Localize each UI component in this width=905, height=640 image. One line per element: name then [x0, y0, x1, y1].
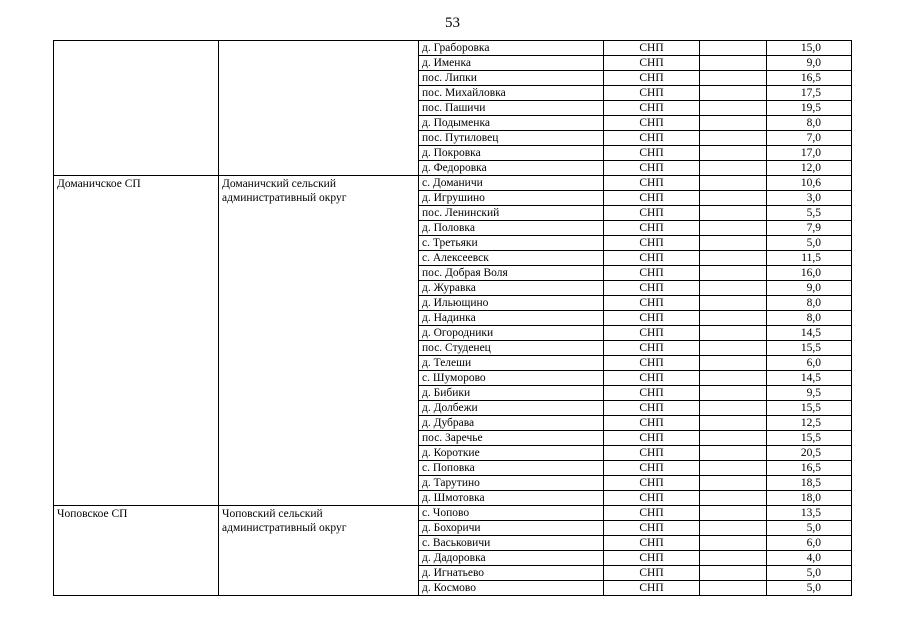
settlement-type-cell: СНП — [604, 191, 700, 206]
empty-cell — [700, 146, 767, 161]
rural-settlement-cell — [54, 41, 219, 176]
empty-cell — [700, 131, 767, 146]
settlement-name-cell: с. Алексеевск — [419, 251, 604, 266]
distance-cell: 18,0 — [767, 491, 852, 506]
rural-settlement-cell: Доманичское СП — [54, 176, 219, 506]
distance-cell: 13,5 — [767, 506, 852, 521]
settlement-type-cell: СНП — [604, 101, 700, 116]
empty-cell — [700, 506, 767, 521]
settlement-type-cell: СНП — [604, 401, 700, 416]
settlement-name-cell: пос. Пашичи — [419, 101, 604, 116]
empty-cell — [700, 206, 767, 221]
settlement-type-cell: СНП — [604, 386, 700, 401]
distance-cell: 15,5 — [767, 401, 852, 416]
settlement-type-cell: СНП — [604, 251, 700, 266]
empty-cell — [700, 416, 767, 431]
distance-cell: 8,0 — [767, 116, 852, 131]
empty-cell — [700, 281, 767, 296]
settlement-type-cell: СНП — [604, 116, 700, 131]
settlement-type-cell: СНП — [604, 176, 700, 191]
settlement-name-cell: д. Подыменка — [419, 116, 604, 131]
settlement-name-cell: пос. Путиловец — [419, 131, 604, 146]
distance-cell: 12,0 — [767, 161, 852, 176]
empty-cell — [700, 86, 767, 101]
distance-cell: 9,0 — [767, 281, 852, 296]
distance-cell: 4,0 — [767, 551, 852, 566]
empty-cell — [700, 296, 767, 311]
distance-cell: 6,0 — [767, 356, 852, 371]
empty-cell — [700, 476, 767, 491]
settlement-name-cell: с. Чопово — [419, 506, 604, 521]
empty-cell — [700, 56, 767, 71]
settlement-name-cell: с. Поповка — [419, 461, 604, 476]
empty-cell — [700, 461, 767, 476]
empty-cell — [700, 371, 767, 386]
settlement-name-cell: д. Бохоричи — [419, 521, 604, 536]
empty-cell — [700, 71, 767, 86]
settlement-name-cell: пос. Михайловка — [419, 86, 604, 101]
distance-cell: 7,9 — [767, 221, 852, 236]
settlement-type-cell: СНП — [604, 41, 700, 56]
settlement-name-cell: д. Огородники — [419, 326, 604, 341]
settlement-name-cell: д. Космово — [419, 581, 604, 596]
settlement-type-cell: СНП — [604, 476, 700, 491]
settlement-type-cell: СНП — [604, 446, 700, 461]
settlement-name-cell: д. Телеши — [419, 356, 604, 371]
empty-cell — [700, 386, 767, 401]
empty-cell — [700, 311, 767, 326]
distance-cell: 15,0 — [767, 41, 852, 56]
distance-cell: 14,5 — [767, 326, 852, 341]
empty-cell — [700, 161, 767, 176]
empty-cell — [700, 116, 767, 131]
settlement-type-cell: СНП — [604, 161, 700, 176]
settlement-name-cell: д. Надинка — [419, 311, 604, 326]
settlement-type-cell: СНП — [604, 206, 700, 221]
settlement-name-cell: пос. Липки — [419, 71, 604, 86]
distance-cell: 5,0 — [767, 521, 852, 536]
table-row — [54, 176, 852, 191]
settlement-type-cell: СНП — [604, 326, 700, 341]
settlement-name-cell: д. Именка — [419, 56, 604, 71]
empty-cell — [700, 221, 767, 236]
empty-cell — [700, 326, 767, 341]
distance-cell: 3,0 — [767, 191, 852, 206]
settlement-name-cell: д. Долбежи — [419, 401, 604, 416]
distance-cell: 9,5 — [767, 386, 852, 401]
admin-district-cell: Доманичский сельский административный округ — [219, 176, 419, 506]
settlement-name-cell: д. Федоровка — [419, 161, 604, 176]
distance-cell: 6,0 — [767, 536, 852, 551]
settlement-type-cell: СНП — [604, 266, 700, 281]
settlement-type-cell: СНП — [604, 371, 700, 386]
empty-cell — [700, 266, 767, 281]
table-body — [54, 41, 852, 596]
settlement-name-cell: д. Тарутино — [419, 476, 604, 491]
distance-cell: 5,0 — [767, 581, 852, 596]
distance-cell: 17,5 — [767, 86, 852, 101]
settlement-type-cell: СНП — [604, 521, 700, 536]
distance-cell: 17,0 — [767, 146, 852, 161]
rural-settlement-cell: Чоповское СП — [54, 506, 219, 596]
settlement-type-cell: СНП — [604, 296, 700, 311]
distance-cell: 8,0 — [767, 296, 852, 311]
empty-cell — [700, 491, 767, 506]
settlement-type-cell: СНП — [604, 236, 700, 251]
settlement-type-cell: СНП — [604, 86, 700, 101]
settlement-type-cell: СНП — [604, 146, 700, 161]
distance-cell: 9,0 — [767, 56, 852, 71]
settlement-name-cell: д. Ильющино — [419, 296, 604, 311]
empty-cell — [700, 446, 767, 461]
settlement-name-cell: д. Игрушино — [419, 191, 604, 206]
settlement-type-cell: СНП — [604, 581, 700, 596]
empty-cell — [700, 191, 767, 206]
empty-cell — [700, 551, 767, 566]
settlement-name-cell: д. Журавка — [419, 281, 604, 296]
empty-cell — [700, 581, 767, 596]
empty-cell — [700, 176, 767, 191]
distance-cell: 11,5 — [767, 251, 852, 266]
settlement-type-cell: СНП — [604, 311, 700, 326]
empty-cell — [700, 236, 767, 251]
distance-cell: 12,5 — [767, 416, 852, 431]
settlement-type-cell: СНП — [604, 281, 700, 296]
empty-cell — [700, 431, 767, 446]
settlement-type-cell: СНП — [604, 416, 700, 431]
settlement-name-cell: д. Дубрава — [419, 416, 604, 431]
settlement-name-cell: д. Шмотовка — [419, 491, 604, 506]
distance-cell: 18,5 — [767, 476, 852, 491]
settlement-name-cell: д. Дадоровка — [419, 551, 604, 566]
table-row — [54, 41, 852, 56]
settlement-name-cell: с. Доманичи — [419, 176, 604, 191]
settlements-table — [53, 40, 852, 596]
distance-cell: 16,5 — [767, 461, 852, 476]
distance-cell: 5,5 — [767, 206, 852, 221]
settlement-name-cell: с. Шуморово — [419, 371, 604, 386]
distance-cell: 16,5 — [767, 71, 852, 86]
settlement-name-cell: пос. Добрая Воля — [419, 266, 604, 281]
distance-cell: 20,5 — [767, 446, 852, 461]
distance-cell: 8,0 — [767, 311, 852, 326]
settlement-type-cell: СНП — [604, 491, 700, 506]
settlement-type-cell: СНП — [604, 356, 700, 371]
admin-district-cell: Чоповский сельский административный округ — [219, 506, 419, 596]
distance-cell: 10,6 — [767, 176, 852, 191]
settlement-name-cell: пос. Заречье — [419, 431, 604, 446]
empty-cell — [700, 356, 767, 371]
distance-cell: 7,0 — [767, 131, 852, 146]
settlement-name-cell: д. Бибики — [419, 386, 604, 401]
empty-cell — [700, 401, 767, 416]
distance-cell: 19,5 — [767, 101, 852, 116]
empty-cell — [700, 521, 767, 536]
empty-cell — [700, 101, 767, 116]
empty-cell — [700, 341, 767, 356]
settlement-name-cell: с. Третьяки — [419, 236, 604, 251]
settlement-type-cell: СНП — [604, 341, 700, 356]
distance-cell: 14,5 — [767, 371, 852, 386]
settlement-type-cell: СНП — [604, 71, 700, 86]
settlement-type-cell: СНП — [604, 56, 700, 71]
settlement-name-cell: пос. Студенец — [419, 341, 604, 356]
distance-cell: 5,0 — [767, 236, 852, 251]
empty-cell — [700, 536, 767, 551]
settlement-name-cell: д. Покровка — [419, 146, 604, 161]
table-row — [54, 506, 852, 521]
page-number: 53 — [445, 15, 460, 31]
settlement-type-cell: СНП — [604, 461, 700, 476]
settlement-name-cell: д. Половка — [419, 221, 604, 236]
settlement-type-cell: СНП — [604, 221, 700, 236]
settlement-name-cell: д. Граборовка — [419, 41, 604, 56]
settlement-name-cell: пос. Ленинский — [419, 206, 604, 221]
admin-district-cell — [219, 41, 419, 176]
settlement-type-cell: СНП — [604, 431, 700, 446]
settlement-type-cell: СНП — [604, 506, 700, 521]
distance-cell: 15,5 — [767, 431, 852, 446]
empty-cell — [700, 566, 767, 581]
empty-cell — [700, 251, 767, 266]
distance-cell: 15,5 — [767, 341, 852, 356]
distance-cell: 5,0 — [767, 566, 852, 581]
settlement-type-cell: СНП — [604, 551, 700, 566]
settlement-type-cell: СНП — [604, 536, 700, 551]
empty-cell — [700, 41, 767, 56]
settlement-type-cell: СНП — [604, 566, 700, 581]
settlement-type-cell: СНП — [604, 131, 700, 146]
settlement-name-cell: д. Игнатьево — [419, 566, 604, 581]
settlement-name-cell: д. Короткие — [419, 446, 604, 461]
settlement-name-cell: с. Васьковичи — [419, 536, 604, 551]
distance-cell: 16,0 — [767, 266, 852, 281]
